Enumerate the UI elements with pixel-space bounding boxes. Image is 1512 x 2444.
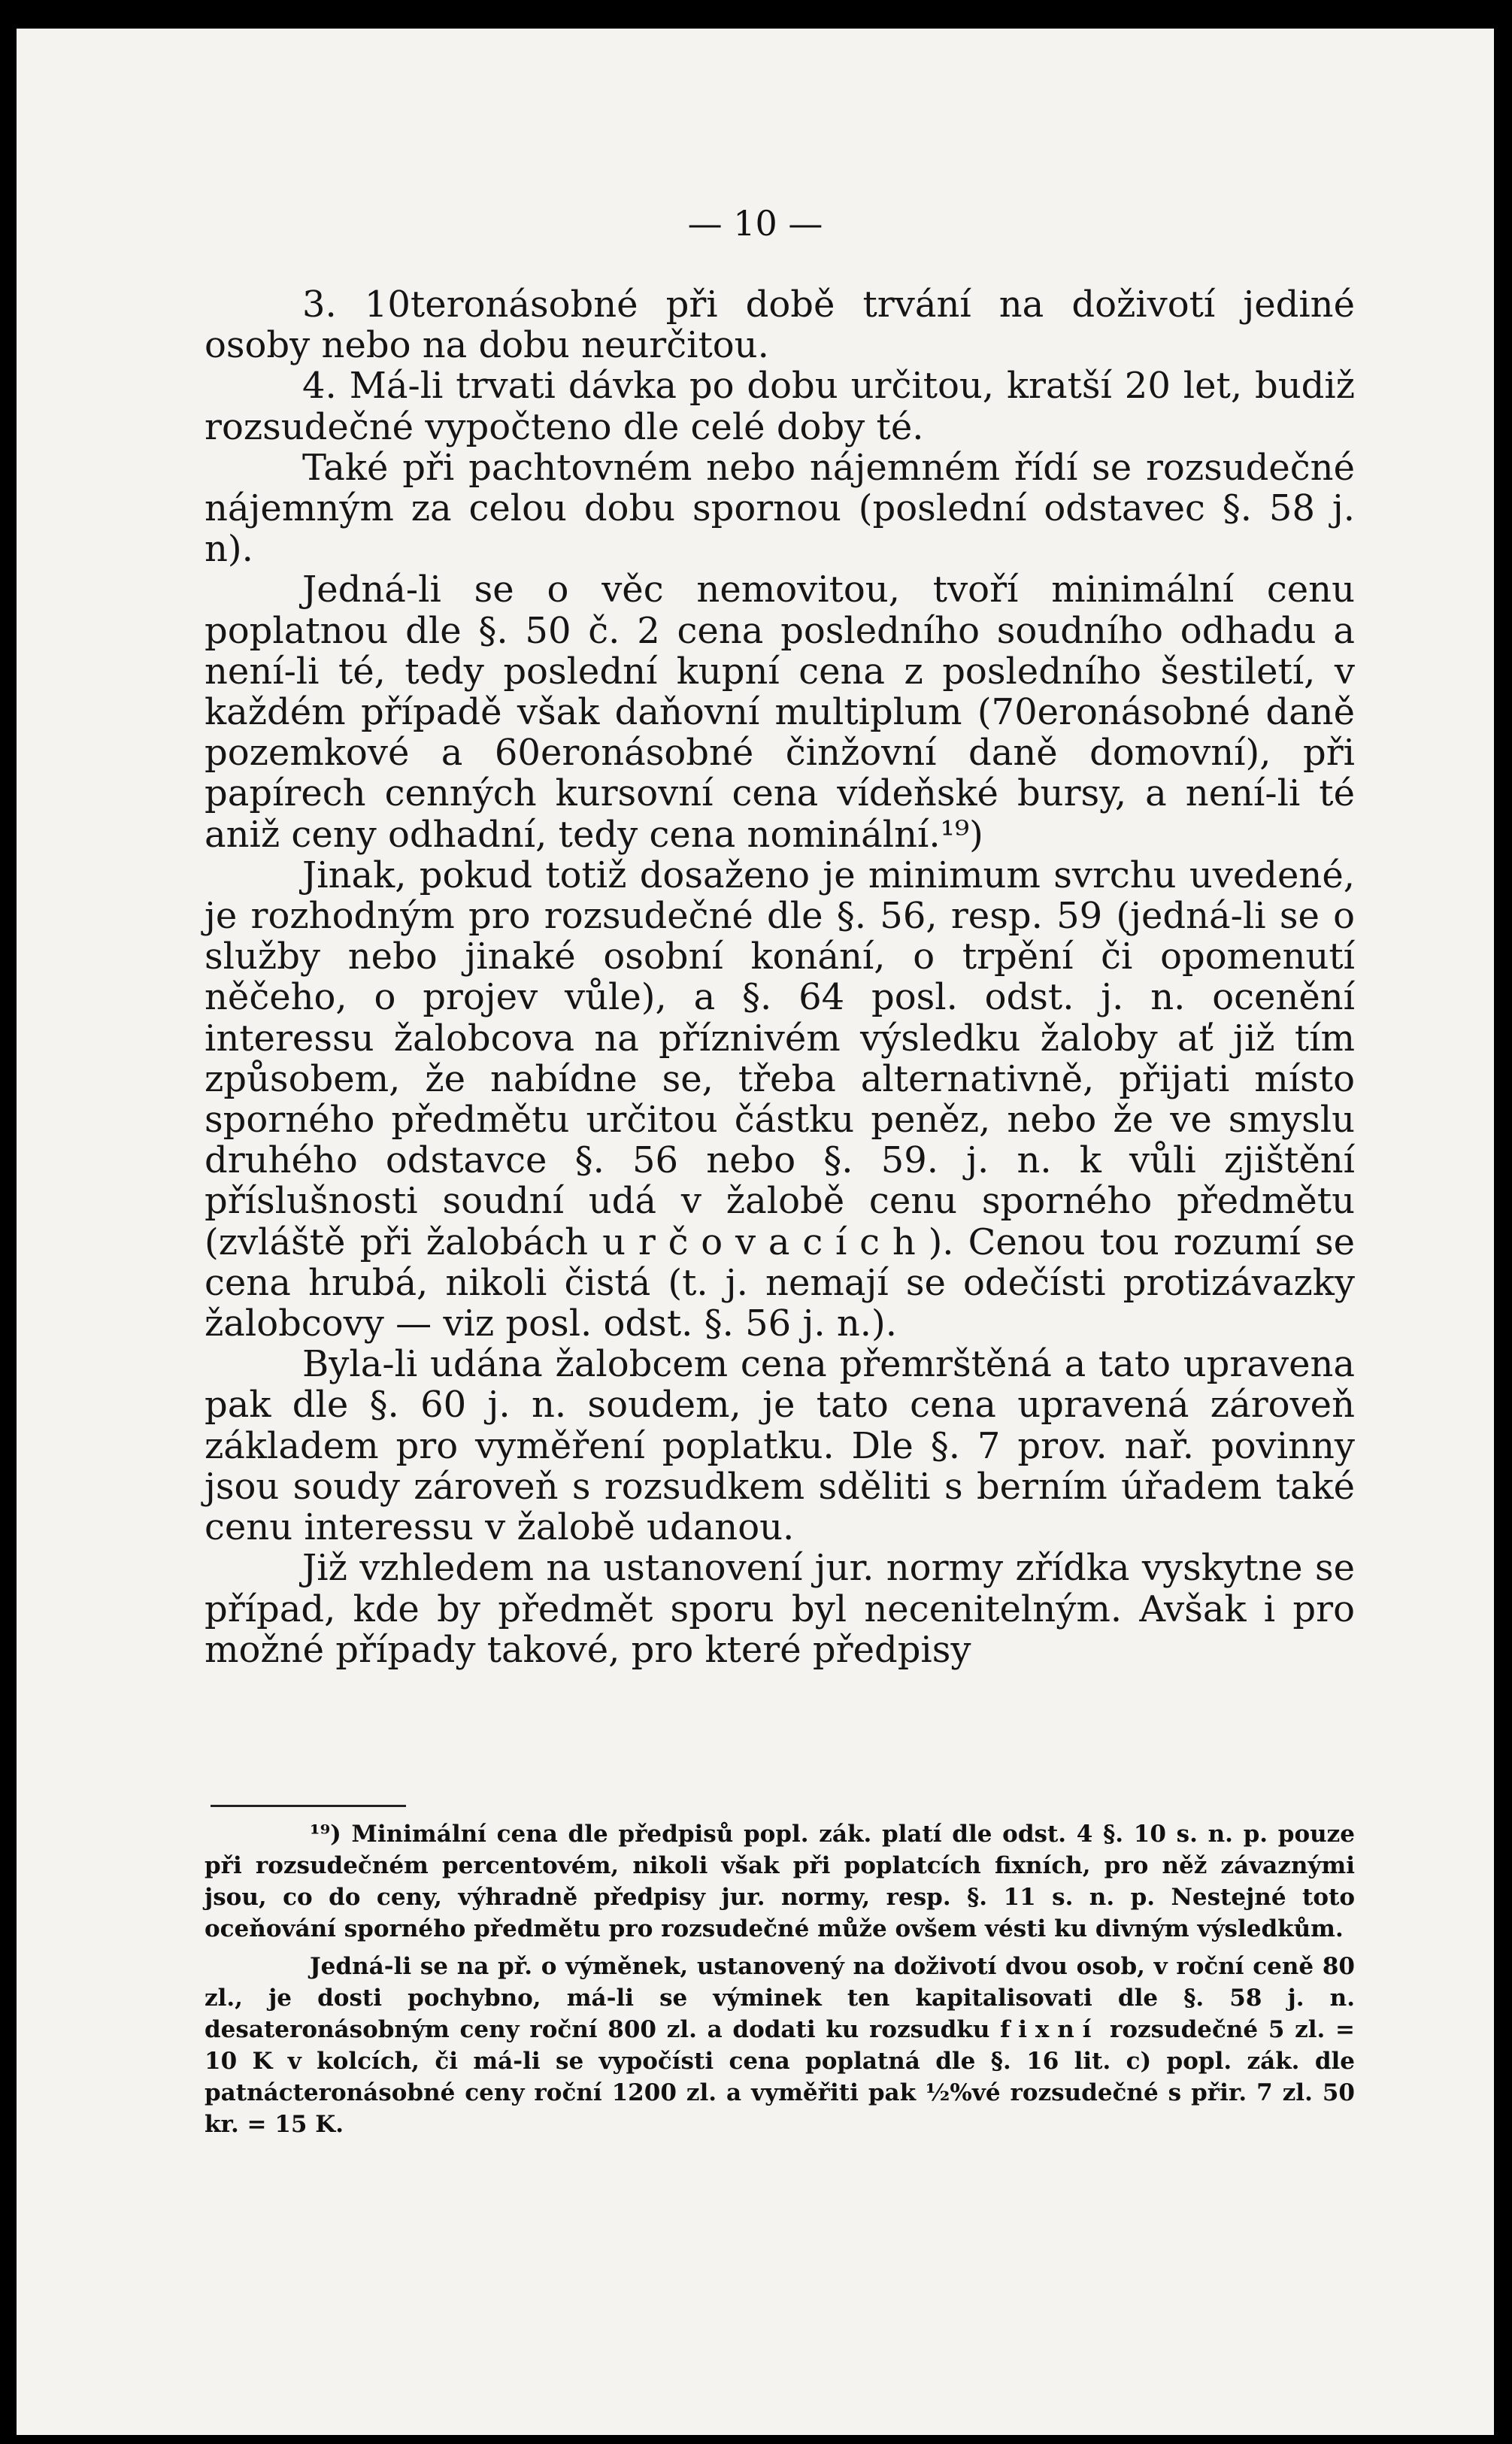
paragraph: Již vzhledem na ustanovení jur. normy zřídka vyskytne se případ, kde by předmět sporu byl necenitelným. Avšak i pro možné případy takové, pro které předpisy <box>205 1547 1355 1671</box>
paragraph: Také při pachtovném nebo nájemném řídí se rozsudečné nájemným za celou dobu spornou (poslední odstavec §. 58 j. n). <box>205 446 1355 571</box>
footnote <box>205 1951 1355 2140</box>
body-text <box>205 284 1355 1670</box>
footnotes <box>205 1818 1355 2146</box>
paragraph: 4. Má-li trvati dávka po dobu určitou, kratší 20 let, budiž rozsudečné vypočteno dle celé doby té. <box>205 365 1355 448</box>
footnote-divider <box>211 1805 406 1807</box>
paragraph: Jedná-li se o věc nemovitou, tvoří minimální cenu poplatnou dle §. 50 č. 2 cena posledního soudního odhadu a není-li té, tedy poslední kupní cena z posledního šestiletí, v každém případě však daňovní multiplum (70eronásobné daně pozemkové a 60eronásobné činžovní daně domovní), při papírech cenných kursovní cena vídeňské bursy, a není-li té aniž ceny odhadní, tedy cena nominální.¹⁹) <box>205 569 1355 856</box>
page-number: — 10 — <box>687 203 823 244</box>
paragraph: Byla-li udána žalobcem cena přemrštěná a tato upravena pak dle §. 60 j. n. soudem, je tato cena upravená zároveň základem pro vyměření poplatku. Dle §. 7 prov. nař. povinny jsou soudy zároveň s rozsudkem sděliti s berním úřadem také cenu interessu v žalobě udanou. <box>205 1343 1355 1549</box>
spaced-emphasis: určovacích <box>602 1220 929 1263</box>
paragraph: 3. 10teronásobné při době trvání na doživotí jediné osoby nebo na dobu neurčitou. <box>205 284 1355 367</box>
spaced-emphasis: fixní <box>1000 2016 1100 2043</box>
paragraph <box>205 855 1355 1344</box>
document-page <box>17 29 1494 2435</box>
paragraph-text: Jinak, pokud totiž dosaženo je minimum svrchu uvedené, je rozhodným pro rozsudečné dle §. 56, resp. 59 (jedná-li se o služby nebo jinaké osobní konání, o trpění či opomenutí něčeho, o projev vůle), a §. 64 posl. odst. j. n. ocenění interessu žalobcova na příznivém výsledku žaloby ať již tím způsobem, že nabídne se, třeba alternativně, přijati místo sporného předmětu určitou částku peněz, nebo že ve smyslu druhého odstavce §. 56 nebo §. 59. j. n. k vůli zjištění příslušnosti soudní udá v žalobě cenu sporného předmětu (zvláště při žalobách <box>205 854 1355 1263</box>
paragraph-text: ). Cenou tou rozumí se cena hrubá, nikoli čistá (t. j. nemají se odečísti protizávazky žalobcovy — viz posl. odst. §. 56 j. n.). <box>205 1220 1355 1345</box>
footnote-text: Jedná-li se na př. o výměnek, ustanovený na doživotí dvou osob, v roční ceně 80 zl., je dosti pochybno, má-li se výminek ten kapitalisovati dle §. 58 j. n. desateronásobným ceny roční 800 zl. a dodati ku rozsudku <box>205 1953 1355 2043</box>
footnote: ¹⁹) Minimální cena dle předpisů popl. zák. platí dle odst. 4 §. 10 s. n. p. pouze při rozsudečném percentovém, nikoli však při poplatcích fixních, pro něž závaznými jsou, co do ceny, výhradně předpisy jur. normy, resp. §. 11 s. n. p. Nestejné toto oceňování sporného předmětu pro rozsudečné může ovšem vésti ku divným výsledkům. <box>205 1821 1355 1942</box>
footnote-text: rozsudečné 5 zl. = 10 K v kolcích, či má-li se vypočísti cena poplatná dle §. 16 lit. c) popl. zák. dle patnácteronásobné ceny roční 1200 zl. a vyměřiti pak ½%vé rozsudečné s přir. 7 zl. 50 kr. = 15 K. <box>205 2016 1355 2138</box>
